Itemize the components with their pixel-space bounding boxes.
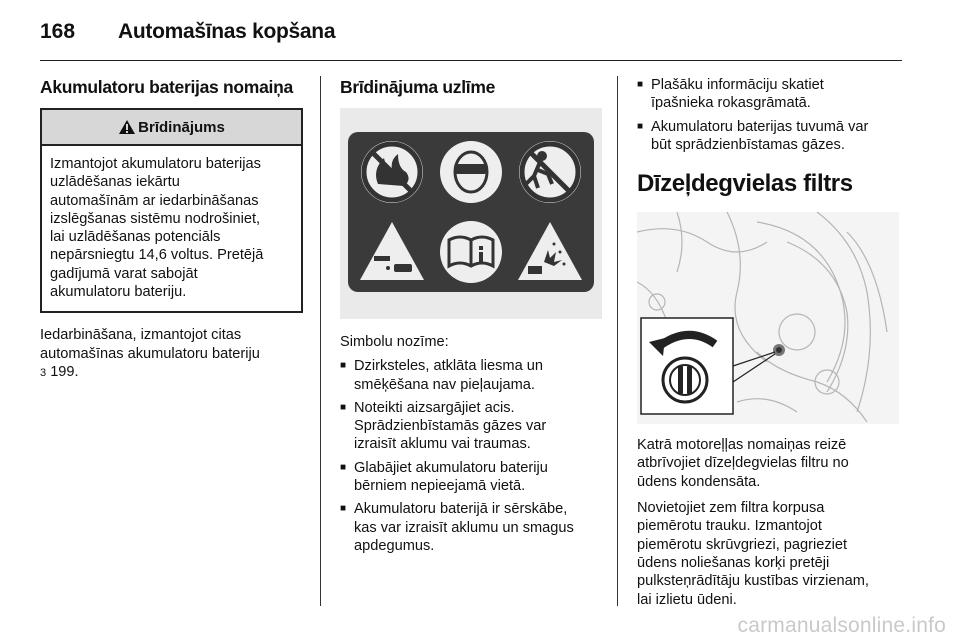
text-line: ūdens noliešanas korķi pretēji bbox=[637, 554, 830, 571]
warning-line: automašīnām ar iedarbināšanas bbox=[50, 192, 259, 209]
text-line: smēķēšana nav pieļaujama. bbox=[354, 376, 535, 393]
symbols-intro: Simbolu nozīme: bbox=[340, 334, 449, 350]
text-line: automašīnas akumulatoru bateriju bbox=[40, 345, 260, 362]
warning-line: gadījumā varat sabojāt bbox=[50, 265, 198, 282]
section-heading-warning-label: Brīdinājuma uzlīme bbox=[340, 77, 496, 97]
text-line: Iedarbināšana, izmantojot citas bbox=[40, 327, 242, 344]
column-divider bbox=[617, 76, 618, 606]
warning-triangle-icon bbox=[118, 119, 136, 135]
warning-line: lai uzlādēšanas potenciāls bbox=[50, 229, 221, 246]
text-line: apdegumus. bbox=[354, 537, 435, 554]
list-item bbox=[340, 357, 602, 394]
cross-reference-page: 199. bbox=[50, 363, 79, 380]
column-divider bbox=[320, 76, 321, 606]
text-line: būt sprādzienbīstamas gāzes. bbox=[651, 136, 845, 153]
warning-line: uzlādēšanas iekārtu bbox=[50, 174, 180, 191]
diesel-filter-illustration bbox=[637, 212, 899, 424]
text-line: Katrā motoreļļas nomaiņas reizē bbox=[637, 437, 847, 454]
text-line: piemērotu trauku. Izmantojot bbox=[637, 518, 822, 535]
drain-plug-detail-inset bbox=[641, 318, 775, 414]
cross-reference-link[interactable] bbox=[40, 364, 79, 380]
read-manual-icon bbox=[440, 221, 502, 283]
text-line: Noteikti aizsargājiet acis. bbox=[354, 399, 515, 416]
list-item bbox=[340, 459, 602, 496]
warning-line: izslēgšanas sistēmu nodrošiniet, bbox=[50, 210, 261, 227]
text-line: izraisīt aklumu vai traumas. bbox=[354, 436, 531, 453]
warning-text bbox=[42, 146, 301, 311]
section-heading-diesel-filter: Dīzeļdegvielas filtrs bbox=[637, 170, 853, 198]
column-2 bbox=[340, 76, 602, 560]
page-number: 168 bbox=[40, 20, 76, 43]
list-item bbox=[637, 76, 903, 113]
watermark: carmanualsonline.info bbox=[737, 614, 946, 637]
text-line: Novietojiet zem filtra korpusa bbox=[637, 500, 825, 517]
warning-line: nepārsniegtu 14,6 voltus. Pretējā bbox=[50, 247, 264, 264]
column-3 bbox=[637, 76, 903, 617]
jump-start-paragraph bbox=[40, 326, 304, 382]
acid-warning-icon bbox=[360, 222, 424, 280]
text-line: Dzirksteles, atklāta liesma un bbox=[354, 358, 543, 375]
section-heading-battery-replacement: Akumulatoru baterijas nomaiņa bbox=[40, 77, 293, 97]
text-line: Plašāku informāciju skatiet bbox=[651, 77, 824, 93]
warning-line: akumulatoru bateriju. bbox=[50, 284, 187, 301]
eye-protection-icon bbox=[440, 141, 502, 203]
text-line: bērniem nepieejamā vietā. bbox=[354, 478, 526, 495]
text-line: Sprādzienbīstamās gāzes var bbox=[354, 418, 547, 435]
header-rule bbox=[40, 60, 902, 61]
warning-sticker bbox=[348, 132, 594, 292]
no-fire-icon bbox=[361, 141, 423, 203]
page-title: Automašīnas kopšana bbox=[118, 20, 336, 43]
column-1 bbox=[40, 76, 304, 382]
symbol-meaning-list bbox=[340, 357, 602, 555]
diesel-filter-paragraph-2 bbox=[637, 499, 903, 609]
warning-header bbox=[42, 110, 301, 146]
warning-box bbox=[40, 108, 303, 313]
no-children-icon bbox=[519, 141, 581, 203]
text-line: pulksteņrādītāju kustības virzienam, bbox=[637, 573, 869, 590]
text-line: Akumulatoru baterijas tuvumā var bbox=[651, 118, 869, 135]
diesel-filter-paragraph-1 bbox=[637, 436, 903, 491]
text-line: Glabājiet akumulatoru bateriju bbox=[354, 459, 548, 476]
warning-line: Izmantojot akumulatoru baterijas bbox=[50, 156, 261, 172]
symbol-meaning-list-continued bbox=[637, 76, 903, 154]
text-line: atbrīvojiet dīzeļdegvielas filtru no bbox=[637, 455, 849, 472]
cross-reference-icon: 3 bbox=[40, 366, 47, 379]
text-line: īpašnieka rokasgrāmatā. bbox=[651, 95, 811, 112]
text-line: lai izlietu ūdeni. bbox=[637, 591, 737, 608]
warning-title: Brīdinājums bbox=[138, 118, 225, 136]
text-line: Akumulatoru baterijā ir sērskābe, bbox=[354, 501, 568, 518]
text-line: piemērotu skrūvgriezi, pagrieziet bbox=[637, 536, 848, 553]
list-item bbox=[637, 118, 903, 155]
text-line: ūdens kondensāta. bbox=[637, 473, 761, 490]
warning-label-illustration bbox=[340, 108, 602, 319]
explosion-warning-icon bbox=[518, 222, 582, 280]
list-item bbox=[340, 399, 602, 454]
text-line: kas var izraisīt aklumu un smagus bbox=[354, 519, 574, 536]
list-item bbox=[340, 500, 602, 555]
